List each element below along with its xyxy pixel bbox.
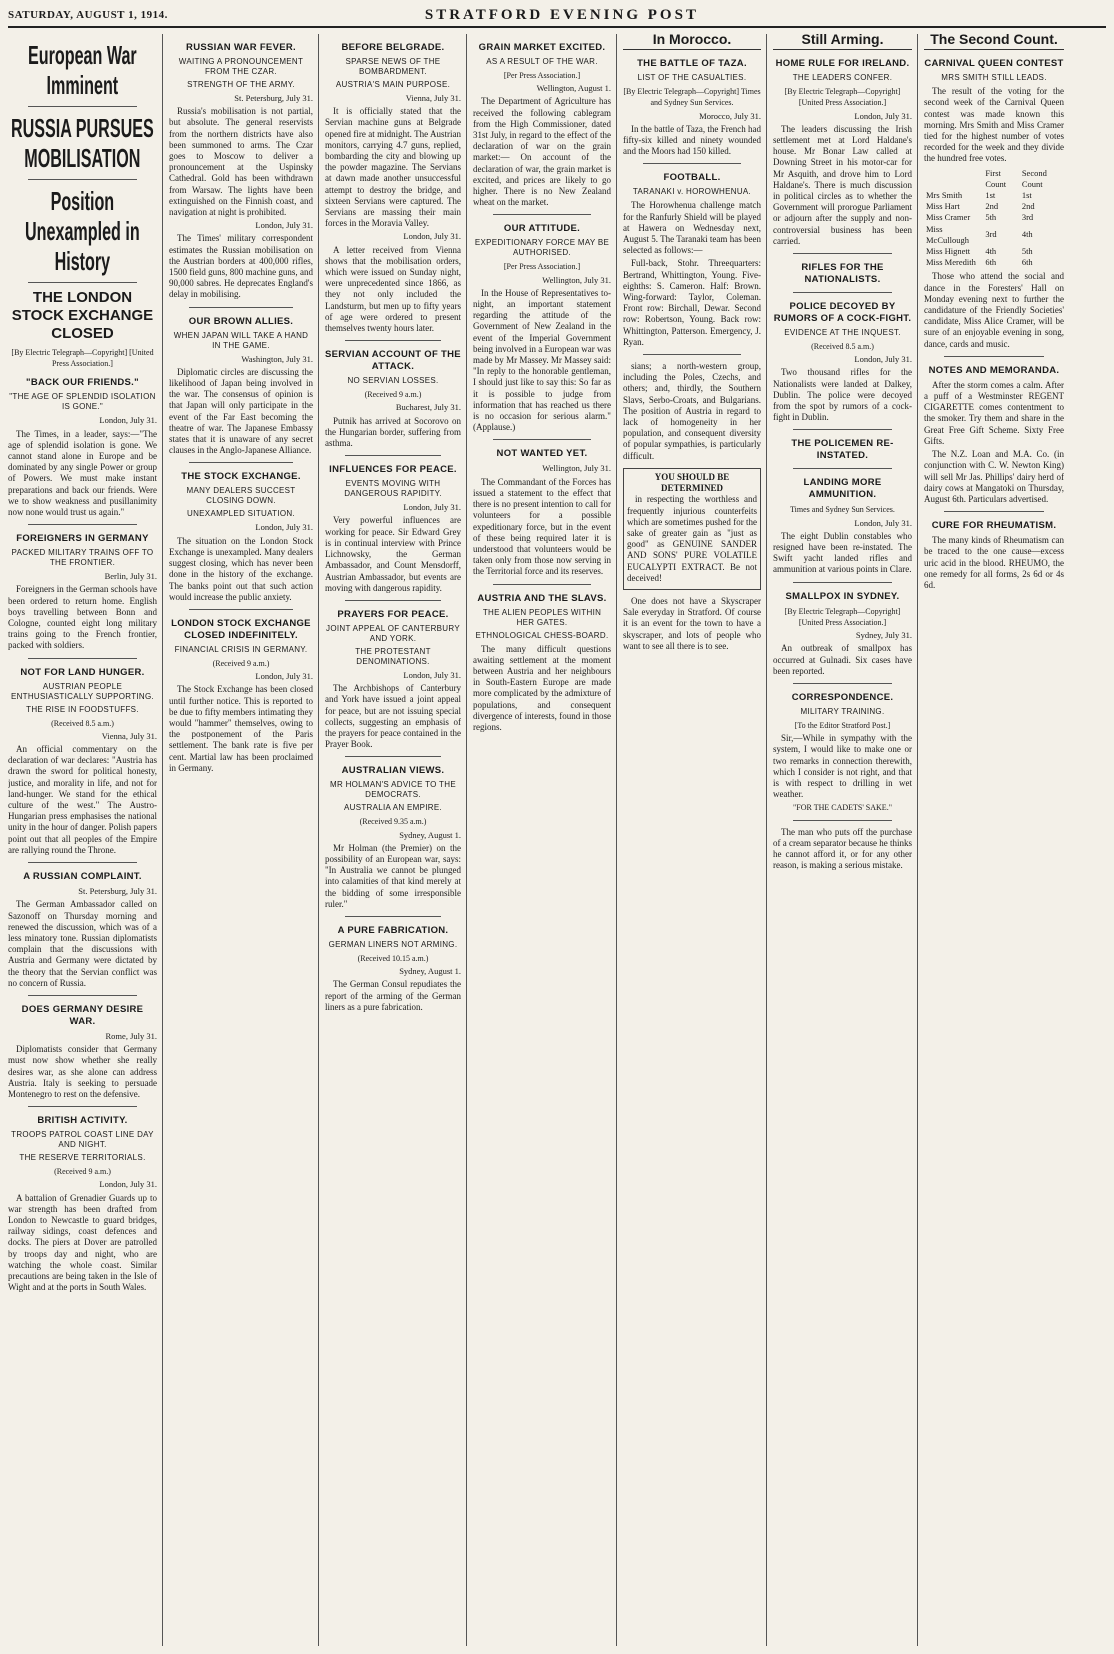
divider <box>944 511 1044 512</box>
article-body: The eight Dublin constables who resigned have been re-instated. The Swift yacht landed rifles and ammunition at various points in Clare. <box>773 530 912 575</box>
section-title: SMALLPOX IN SYDNEY. <box>785 590 900 602</box>
article-body: The many difficult questions awaiting settlement at the moment between Austria and her neighbours in South-Eastern Europe are made more complicated by the admixture of populations, and consequent divergence of interests, found in those regions. <box>473 643 611 732</box>
divider <box>189 609 293 610</box>
column-6 <box>773 34 918 1646</box>
article-body: The leaders discussing the Irish settlement met at Lord Haldane's house. Mr Bonar Law called at Downing Street in his motor-car for Mr Asquith, and drove him to Lord Haldane's. There is much discussion in political circles as to whether the Government will prorogue Parliament or adjourn after the supply and non-controversial business has been carried. <box>773 123 912 246</box>
header-cell <box>924 168 983 190</box>
section-subtitle: MILITARY TRAINING. <box>800 706 885 716</box>
dateline: London, July 31. <box>99 1179 157 1190</box>
article-body: Very powerful influences are working for peace. Sir Edward Grey is in continual interview with Prince Lichnowsky, the German Ambassador, and Count Mensdorff, Austrian Ambassador, but events are moving with dangerous rapidity. <box>325 515 461 593</box>
dateline: Bucharest, July 31. <box>395 402 461 413</box>
dateline: Rome, July 31. <box>105 1030 157 1041</box>
headline-russia: RUSSIA PURSUES MOBILISATION <box>10 113 154 173</box>
divider <box>793 582 892 583</box>
divider <box>793 820 892 821</box>
dateline: Wellington, July 31. <box>542 463 611 474</box>
wire-credit: [Per Press Association.] <box>503 71 581 80</box>
newspaper-title: STRATFORD EVENING POST <box>424 6 699 23</box>
article-body: Mr Holman (the Premier) on the possibility of an European war, says: "In Australia we cannot be plunged into calamities of that kind merely at the bidding of some irresponsible ruler." <box>325 842 461 909</box>
article-body: The Department of Agriculture has received the following cablegram from the High Commissioner, dated 31st July, in regard to the effect of the declaration of war on the grain market:— On account of the declaration of war, the grain market is excited, and prices are likely to go higher. There is no New Zealand wheat on the market. <box>473 96 611 208</box>
received-time: (Received 9 a.m.) <box>364 390 422 400</box>
divider <box>493 584 591 585</box>
column-7 <box>924 34 1069 1646</box>
section-subtitle: TROOPS PATROL COAST LINE DAY AND NIGHT. <box>11 1130 154 1150</box>
article-body: A letter received from Vienna shows that the mobilisation orders, which were issued on Sunday night, were unprecedented since 1866, as they not only included the Landsturm, but men up to fifty years of age were ordered to present themselves twenty hours later. <box>325 244 461 334</box>
letter-body: Sir,—While in sympathy with the system, I would like to make one or two remarks in connection therewith, which I consider is not right, and that is with respect to drilling in wet weather. <box>773 733 912 800</box>
section-subtitle: TARANAKI v. HOROWHENUA. <box>632 187 752 197</box>
section-title: CORRESPONDENCE. <box>791 691 894 703</box>
section-title: NOT FOR LAND HUNGER. <box>20 666 145 678</box>
table-cell: 2nd <box>1021 201 1035 212</box>
vote-table-header <box>924 168 1064 190</box>
section-title: BRITISH ACTIVITY. <box>37 1115 128 1127</box>
section-title: BEFORE BELGRADE. <box>341 42 445 53</box>
divider <box>493 214 591 215</box>
section-title: THE STOCK EXCHANGE. <box>181 471 301 483</box>
columns <box>8 34 1106 1646</box>
table-cell: Mrs Smith <box>926 190 963 201</box>
article-body: The Archbishops of Canterbury and York have issued a joint appeal for peace, but are not issuing special collects, suggesting an emphasis of the prayers for peace contained in the Prayer Book. <box>325 683 461 750</box>
article-body: The German Consul repudiates the report of the arming of the German liners as a pure fabrication. <box>325 979 461 1012</box>
article-body: An official commentary on the declaration of war declares: "Austria has drawn the sword for political honesty, justice, and morality in life, and not for land-hunger. We stand for the ethical culture of the west." The Austro-Hungarian press emphasises the national unity in the hour of danger. Polish papers point out that all peoples of the Empire are rallying round the Throne. <box>8 744 157 855</box>
table-cell: Miss Cramer <box>926 212 971 223</box>
section-title: DOES GERMANY DESIRE WAR. <box>21 1003 144 1027</box>
section-title: AUSTRIA AND THE SLAVS. <box>477 592 607 604</box>
divider <box>793 683 892 684</box>
divider <box>643 163 741 164</box>
column-header: The Second Count. <box>924 34 1064 50</box>
section-title: CURE FOR RHEUMATISM. <box>931 520 1057 532</box>
column-header: Still Arming. <box>773 34 912 50</box>
table-cell: Miss McCullough <box>926 223 969 245</box>
dateline: Wellington, August 1. <box>536 83 611 94</box>
table-row <box>924 224 1064 246</box>
section-subtitle: SPARSE NEWS OF THE BOMBARDMENT. <box>345 57 441 76</box>
article-body: After the storm comes a calm. After a puff of a Westminster REGENT CIGARETTE comes contentment to the smoker. Try them and share in the Great Free Gift Scheme. Sixty Free Gifts. <box>924 379 1064 446</box>
divider <box>493 439 591 440</box>
section-title: HOME RULE FOR IRELAND. <box>775 58 910 70</box>
section-title: AUSTRALIAN VIEWS. <box>341 765 445 777</box>
article-body: Diplomatic circles are discussing the likelihood of Japan being involved in the war. The consensus of opinion is that Japan will only participate in the event of the Far East becoming the theatre of war. The Japanese Embassy states that it is unaware of any secret clauses in the Anglo-Japanese Alliance. <box>169 366 313 456</box>
column-1 <box>8 34 163 1646</box>
divider <box>28 658 137 659</box>
dateline: London, July 31. <box>255 220 313 231</box>
section-title: NOT WANTED YET. <box>496 448 588 460</box>
table-cell: 4th <box>985 246 997 257</box>
article-body: The result of the voting for the second week of the Carnival Queen contest was made known this morning. Mrs Smith and Miss Cramer tied for the highest number of votes recorded for the week and they divide the hundred free votes. <box>924 86 1064 164</box>
table-row <box>924 212 1064 223</box>
section-subtitle: LIST OF THE CASUALTIES. <box>637 73 747 83</box>
table-cell: 5th <box>1021 246 1033 257</box>
section-title: A RUSSIAN COMPLAINT. <box>23 871 142 883</box>
ad-body: in respecting the worthless and frequently injurious counterfeits which are sometimes pushed for the sake of greater gain as "just as good" as GENUINE SANDER AND SONS' PURE VOLATILE EUCALYPTI EXTRACT. Be not deceived! <box>627 494 757 583</box>
dateline: London, July 31. <box>854 110 912 121</box>
wire-credit: [Per Press Association.] <box>503 262 581 272</box>
section-subtitle: JOINT APPEAL OF CANTERBURY AND YORK. <box>326 623 460 643</box>
dateline: Vienna, July 31. <box>101 730 157 741</box>
divider <box>28 862 137 863</box>
dateline: Vienna, July 31. <box>405 93 461 103</box>
section-subtitle: MRS SMITH STILL LEADS. <box>941 73 1047 83</box>
divider <box>28 282 137 283</box>
section-title: RIFLES FOR THE NATIONALISTS. <box>801 262 884 286</box>
divider <box>345 600 441 601</box>
dateline: Berlin, July 31. <box>104 571 157 582</box>
article-body: One does not have a Skyscraper Sale everyday in Stratford. Of course it is an event for the town to have a skyscraper, and lots of people who want to see all there is to see. <box>623 595 761 651</box>
table-cell: 5th <box>985 212 997 223</box>
divider <box>345 455 441 456</box>
article-body: sians; a north-western group, including the Poles, Czechs, and others; and, thirdly, the Southern Slavs, Serbo-Croats, and Bulgarians. The position of Austria in regard to lack of homogeneity in her population, and consequent diversity of popular sympathies, is particularly difficult. <box>623 361 761 461</box>
dateline: Morocco, July 31. <box>699 110 761 121</box>
table-cell: 6th <box>985 257 997 268</box>
header-cell: First Count <box>985 167 1007 189</box>
section-title: RUSSIAN WAR FEVER. <box>186 42 296 53</box>
dateline: London, July 31. <box>255 671 313 682</box>
section-subtitle: WAITING A PRONOUNCEMENT FROM THE CZAR. <box>178 57 304 76</box>
section-title: CARNIVAL QUEEN CONTEST <box>924 58 1064 70</box>
divider <box>345 916 441 917</box>
article-body: The German Ambassador called on Sazonoff on Thursday morning and renewed the discussion, which was of a less minatory tone. Russian diplomatists complain that the discussions with Austria and Germany were dictated by the theory that the Servian conflict was no concern of Russia. <box>8 899 157 988</box>
headline-european-war: European War Imminent <box>28 40 137 100</box>
section-title: FOREIGNERS IN GERMANY <box>16 533 149 545</box>
section-title: INFLUENCES FOR PEACE. <box>329 464 457 476</box>
section-subtitle: AS A RESULT OF THE WAR. <box>486 57 598 66</box>
divider <box>189 462 293 463</box>
divider <box>944 356 1044 357</box>
divider <box>345 340 441 341</box>
dateline: London, July 31. <box>403 231 461 242</box>
section-subtitle: ETHNOLOGICAL CHESS-BOARD. <box>475 630 609 640</box>
section-subtitle: WHEN JAPAN WILL TAKE A HAND IN THE GAME. <box>173 330 309 350</box>
divider <box>28 1106 137 1107</box>
dateline: Sydney, August 1. <box>399 966 461 977</box>
section-subtitle: AUSTRALIA AN EMPIRE. <box>343 803 443 813</box>
table-cell: Miss Hignett <box>926 246 971 257</box>
table-cell: 2nd <box>985 201 999 212</box>
notes-block <box>924 380 1064 505</box>
article-body: The man who puts off the purchase of a cream separator because he thinks he cannot afford it, or for any other reason, is making a serious mistake. <box>773 826 912 871</box>
received-time: (Received 9 a.m.) <box>212 658 270 668</box>
divider <box>189 307 293 308</box>
issue-date: SATURDAY, AUGUST 1, 1914. <box>8 9 168 21</box>
wire-credit: [By Electric Telegraph—Copyright] [United Press Association.] <box>784 87 901 108</box>
section-subtitle: AUSTRIA'S MAIN PURPOSE. <box>335 80 451 89</box>
article-body: The N.Z. Loan and M.A. Co. (in conjunction with C. W. Newton King) will sell Mr Jas. Phillips' dairy herd of dairy cows at Mangatoki on Thursday, August 6th. Particulars advertised. <box>924 449 1064 504</box>
dateline: London, July 31. <box>854 354 912 365</box>
article-body: Foreigners in the German schools have been ordered to return home. English boys travelling between Bonn and Cologne, counted eight long military trains going to the French frontier, packed with soldiers. <box>8 584 157 651</box>
section-subtitle: PACKED MILITARY TRAINS OFF TO THE FRONTIER. <box>11 548 154 568</box>
received-time: (Received 9.35 a.m.) <box>359 817 427 827</box>
section-subtitle: EVENTS MOVING WITH DANGEROUS RAPIDITY. <box>344 479 442 499</box>
column-4 <box>473 34 617 1646</box>
dateline: London, July 31. <box>255 522 313 533</box>
vote-table <box>924 168 1064 269</box>
section-title: "BACK OUR FRIENDS." <box>26 377 139 389</box>
divider <box>793 429 892 430</box>
table-cell: 1st <box>1021 190 1032 201</box>
divider <box>28 995 137 996</box>
wire-credit: [By Electric Telegraph—Copyright] Times and Sydney Sun Services. <box>623 87 761 108</box>
dateline: Washington, July 31. <box>241 353 313 364</box>
article-body: Those who attend the social and dance in the Foresters' Hall on Monday evening next to further the candidature of the Friendly Societies' candidate, Miss Alice Cramer, will be sure of an enjoyable evening in song, dance, cards and music. <box>924 271 1064 349</box>
section-title: OUR ATTITUDE. <box>503 223 581 235</box>
article-body: The Commandant of the Forces has issued a statement to the effect that there is no present intention to call for volunteers for a possible expeditionary force, but in the event of these being required later it is understood that volunteers would be taken only from those now serving in the Territorial force and its reserves. <box>473 476 611 577</box>
dateline: London, July 31. <box>854 517 912 528</box>
article-body: The many kinds of Rheumatism can be traced to the one cause—excess uric acid in the blood. RHEUMO, the one remedy for all forms, 2s 6d or 4s 6d. <box>924 535 1064 590</box>
dateline: St. Petersburg, July 31. <box>234 93 313 103</box>
dateline: London, July 31. <box>99 415 157 426</box>
article-body: Russia's mobilisation is not partial, but absolute. The general reservists from the northern districts have also been summoned to arms. The Czar goes to Moscow to deliver a pronouncement at the Uspinsky Cathedral. Gold has been withdrawn from Warsaw. The lights have been extinguished on the Finnish coast, and navigation at night is prohibited. <box>169 106 313 218</box>
divider <box>643 354 741 355</box>
column-header: In Morocco. <box>623 34 761 50</box>
dateline: London, July 31. <box>403 669 461 680</box>
received-time: (Received 8.5 a.m.) <box>51 718 114 728</box>
divider <box>793 468 892 469</box>
section-title: SERVIAN ACCOUNT OF THE ATTACK. <box>325 349 461 373</box>
article-body: The Horowhenua challenge match for the Ranfurly Shield will be played at Hawera on Wednesday next, August 5. The Taranaki team has been selected as follows:— <box>623 200 761 256</box>
article-body: A battalion of Grenadier Guards up to war strength has been drafted from London to Newcastle to guard bridges, railway sidings, coast defences and docks. The piers at Dover are patrolled by troops day and night, who are watching the whole coast. Similar precautions are being taken in the Isle of Wight and at the ports in South Wales. <box>8 1192 157 1293</box>
letter-address: [To the Editor Stratford Post.] <box>794 720 891 730</box>
divider <box>793 292 892 293</box>
section-subtitle: UNEXAMPLED SITUATION. <box>187 509 295 519</box>
wire-credit: [By Electric Telegraph—Copyright] [United Press Association.] <box>11 348 154 369</box>
section-title: PRAYERS FOR PEACE. <box>337 608 449 620</box>
table-cell: 4th <box>1021 229 1033 240</box>
section-subtitle: STRENGTH OF THE ARMY. <box>187 80 295 89</box>
dateline: Sydney, July 31. <box>855 630 912 641</box>
headline-position: Position Unexampled in History <box>25 186 140 276</box>
section-subtitle: MR HOLMAN'S ADVICE TO THE DEMOCRATS. <box>330 780 456 800</box>
article-body: The Times, in a leader, says:—"The age of splendid isolation is gone. We cannot stand alone in Europe and be dominated by any single Power or group of Powers. We must make instant preparations and back our friends. Were we to show weakness and pusillanimity now none would trust us again." <box>8 428 157 518</box>
section-title: POLICE DECOYED BY RUMORS OF A COCK-FIGHT. <box>773 301 912 325</box>
section-subtitle: THE PROTESTANT DENOMINATIONS. <box>355 646 431 666</box>
column-3 <box>325 34 467 1646</box>
article-body: An outbreak of smallpox has occurred at Gulnadi. Six cases have been reported. <box>773 643 912 676</box>
section-subtitle: THE ALIEN PEOPLES WITHIN HER GATES. <box>482 607 602 627</box>
dateline: Wellington, July 31. <box>542 274 611 285</box>
section-title: OUR BROWN ALLIES. <box>188 315 294 327</box>
article-body: The Stock Exchange has been closed until further notice. This is reported to be due to fifty members intimating they would "hammer" themselves, owing to the postponement of the Paris settlement. The bank rate is five per cent. Martial law has been proclaimed in Germany. <box>169 684 313 773</box>
article-body: Two thousand rifles for the Nationalists were landed at Dalkey, Dublin. The police were decoyed from the spot by rumors of a cock-fight in Dublin. <box>773 367 912 423</box>
divider <box>28 524 137 525</box>
article-body: Putnik has arrived at Socorovo on the Hungarian border, suffering from asthma. <box>325 415 461 449</box>
section-subtitle: FINANCIAL CRISIS IN GERMANY. <box>174 644 308 654</box>
article-body: In the House of Representatives to-night, an important statement regarding the attitude of the Government of New Zealand in the event of the Imperial Government being involved in a European war was made by Mr Massey. Mr Massey said: "In reply to the honorable gentleman, I should just like to say this: So far as it is possible to judge from information that has reached us there is no occasion for serious alarm." (Applause.) <box>473 287 611 433</box>
divider <box>28 106 137 107</box>
ad-headline: YOU SHOULD BE DETERMINED <box>654 471 730 494</box>
section-subtitle: AUSTRIAN PEOPLE ENTHUSIASTICALLY SUPPORTING. <box>10 681 155 701</box>
dateline: St. Petersburg, July 31. <box>78 886 157 897</box>
table-row <box>924 246 1064 257</box>
wire-credit: [By Electric Telegraph—Copyright] [United Press Association.] <box>784 606 901 627</box>
table-cell: 3rd <box>1021 212 1034 223</box>
section-subtitle: MANY DEALERS SUCCEST CLOSING DOWN. <box>186 486 296 506</box>
section-title: A PURE FABRICATION. <box>337 924 449 936</box>
section-title: LANDING MORE AMMUNITION. <box>803 477 882 501</box>
section-subtitle: THE RISE IN FOODSTUFFS. <box>26 704 139 714</box>
letter-signature: "FOR THE CADETS' SAKE." <box>793 803 892 813</box>
section-subtitle: THE LEADERS CONFER. <box>792 73 893 83</box>
masthead <box>8 4 1106 28</box>
section-title: FOOTBALL. <box>663 172 721 184</box>
article-body: The situation on the London Stock Exchange is unexampled. Many dealers suggest closing, which has never been done in the history of the exchange. The banks point out that such action would increase the public anxiety. <box>169 535 313 602</box>
section-subtitle: "THE AGE OF SPLENDID ISOLATION IS GONE." <box>9 392 156 412</box>
divider <box>28 179 137 180</box>
received-time: (Received 10.15 a.m.) <box>357 953 429 963</box>
section-title: GRAIN MARKET EXCITED. <box>478 42 606 53</box>
article-body: Diplomatists consider that Germany must now show whether she really desires war, as she alone can address Austria. Italy is seeking to persuade Montenegro to rest on the defensive. <box>8 1044 157 1099</box>
table-row <box>924 190 1064 201</box>
section-subtitle: THE RESERVE TERRITORIALS. <box>19 1153 146 1163</box>
article-body: In the battle of Taza, the French had fifty-six killed and ninety wounded and the Moors had 150 killed. <box>623 123 761 157</box>
dateline: Sydney, August 1. <box>399 829 461 840</box>
section-subtitle: NO SERVIAN LOSSES. <box>347 376 439 386</box>
section-subtitle: EXPEDITIONARY FORCE MAY BE AUTHORISED. <box>474 238 610 258</box>
table-row <box>924 257 1064 268</box>
section-title: NOTES AND MEMORANDA. <box>928 364 1060 376</box>
section-subtitle: GERMAN LINERS NOT ARMING. <box>328 939 458 949</box>
table-cell: Miss Meredith <box>926 257 976 268</box>
article-body: The Times' military correspondent estimates the Russian mobilisation on the Austrian borders at 400,000 rifles, 1500 field guns, 800 machine guns, and 90,000 sabres. He deprecates England's delay in mobilising. <box>169 233 313 300</box>
wire-credit: Times and Sydney Sun Services. <box>790 505 895 515</box>
table-cell: 6th <box>1021 257 1033 268</box>
section-title: THE BATTLE OF TAZA. <box>637 58 747 70</box>
divider <box>793 253 892 254</box>
received-time: (Received 9 a.m.) <box>54 1167 111 1177</box>
table-cell: 1st <box>985 190 996 201</box>
dateline: London, July 31. <box>403 502 461 513</box>
table-cell: Miss Hart <box>926 201 960 212</box>
team-list: Full-back, Stohr. Threequarters: Bertrand, Whittington, Young. Five-eighths: S. Cameron. Half: Brown. Wing-forward: Taylor, Coleman. Front row: Birchall, Dewar. Second row: Robertson, Young. Back row: Whittington, Patterson. Emergency, J. Ryan. <box>623 258 761 347</box>
table-row <box>924 201 1064 212</box>
headline-stock-exchange: THE LONDON STOCK EXCHANGE CLOSED <box>11 289 154 342</box>
advertisement <box>623 468 761 590</box>
section-title: THE POLICEMEN RE-INSTATED. <box>791 438 894 462</box>
table-cell: 3rd <box>985 229 997 240</box>
received-time: (Received 8.5 a.m.) <box>811 342 874 352</box>
section-subtitle: EVIDENCE AT THE INQUEST. <box>784 328 901 338</box>
article-body: It is officially stated that the Servian machine guns at Belgrade opened fire at midnight. The Austrian monitors, carrying 4.7 guns, replied, bombarding the city and blowing up the powder magazine. The Servians at dawn made another unsuccessful attempt to destroy the bridge, and sixteen Servians were captured. The Servians are massing their main forces in the Moravia Valley. <box>325 106 461 229</box>
column-2 <box>169 34 319 1646</box>
column-5 <box>623 34 767 1646</box>
divider <box>345 756 441 757</box>
header-cell: Second Count <box>1021 167 1047 189</box>
section-title: LONDON STOCK EXCHANGE CLOSED INDEFINITELY. <box>171 617 311 641</box>
